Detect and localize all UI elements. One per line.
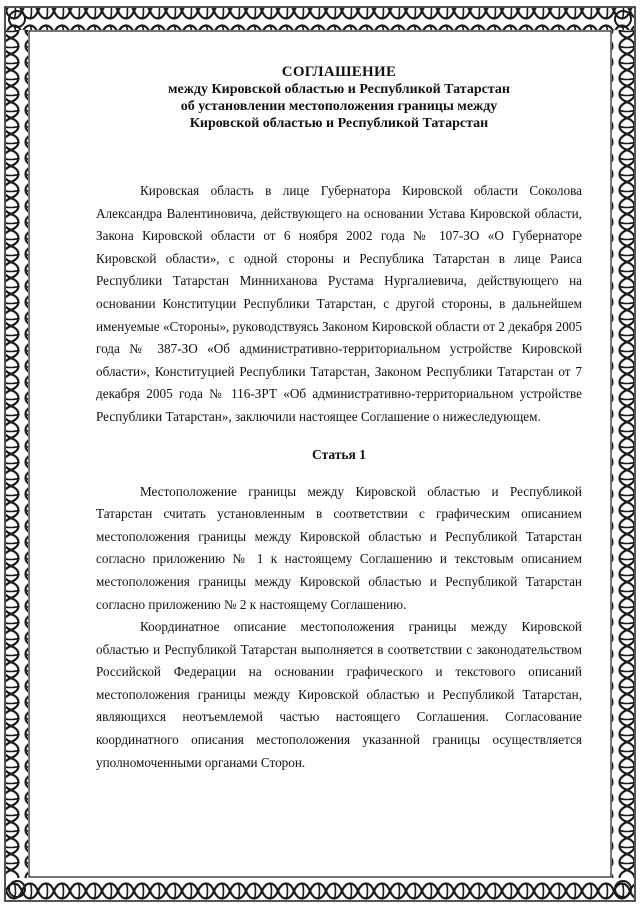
intro-paragraph: Кировская область в лице Губернатора Кировской области Соколова Александра Валентиновича, действующего на основании Устава Кировской области, Закона Кировской области от 6 ноября 2002 года № 107-ЗО «О Губернаторе Кировской области», с одной стороны и Республика Татарстан в лице Раиса Республики Татарстан Минниханова Рустама Нургалиевича, действующего на основании Конституции Республики Татарстан, с другой стороны, в дальнейшем именуемые «Стороны», руководствуясь Законом Кировской области от 2 декабря 2005 года № 387-ЗО «Об административно-территориальном устройстве Кировской области», Конституцией Республики Татарстан, Законом Республики Татарстан от 7 декабря 2005 года № 116-ЗРТ «Об административно-территориальном устройстве Республики Татарстан», заключили настоящее Соглашение о нижеследующем. bbox=[96, 183, 582, 424]
document-body bbox=[96, 64, 582, 774]
article-1-heading: Статья 1 bbox=[312, 446, 366, 462]
article-1-paragraph-2: Координатное описание местоположения границы между Кировской областью и Республикой Татарстан выполняется в соответствии с законодательством Российской Федерации на основании графического и текстового описаний местоположения границы между Кировской областью и Республикой Татарстан, являющихся неотъемлемой частью настоящего Соглашения. Согласование координатного описания местоположения указанной границы осуществляется уполномоченными органами Сторон. bbox=[96, 619, 582, 770]
document-title bbox=[96, 64, 582, 132]
title-line-2: между Кировской областью и Республикой Татарстан bbox=[168, 82, 510, 97]
title-line-3: об установлении местоположения границы между bbox=[180, 99, 498, 114]
title-line-4: Кировской областью и Республикой Татарстан bbox=[189, 116, 489, 131]
article-1-paragraph-1: Местоположение границы между Кировской областью и Республикой Татарстан считать установленным в соответствии с графическим описанием местоположения границы между Кировской областью и Республикой Татарстан согласно приложению № 1 к настоящему Соглашению и текстовым описанием местоположения границы между Кировской областью и Республикой Татарстан согласно приложению № 2 к настоящему Соглашению. bbox=[96, 483, 582, 612]
title-line-1: СОГЛАШЕНИЕ bbox=[281, 64, 397, 80]
